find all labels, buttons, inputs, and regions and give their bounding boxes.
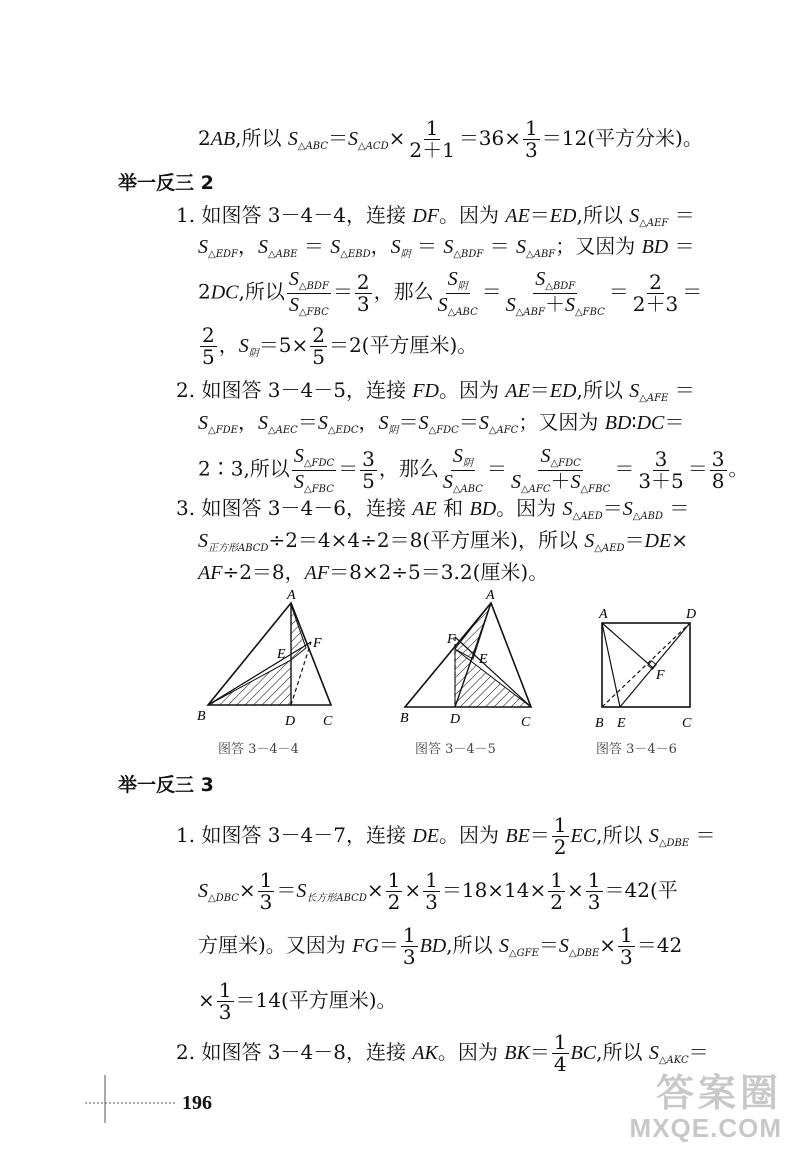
svg-text:B: B [400,711,409,726]
svg-text:F: F [313,636,322,651]
svg-text:C: C [521,715,531,730]
section-heading: 举一反三 3 [118,774,214,796]
svg-text:E: E [479,652,488,667]
figure-caption: 图答 3－4－6 [596,742,677,757]
svg-text:B: B [197,709,206,724]
text-line: 方厘米)。又因为 FG＝ $\frac{1}{3}$ BD,所以 $S_{\triangle GFE}=S_{\triangle DBE}\times$ $\frac{1}{3}$ ＝42 [198,923,683,969]
section-heading: 举一反三 2 [118,172,214,194]
figure-caption: 图答 3－4－5 [415,742,496,757]
text-line: 1. 如图答 3－4－4，连接 DF。因为 AE＝ED,所以 $S_{\triangle AEF}$ ＝ [176,203,695,229]
svg-text:A: A [486,588,495,603]
figure-3-4-6 [590,605,705,735]
watermark-line2: MXQE.COM [629,1112,782,1143]
text-line: $S_{\triangle DBC}\times$ $\frac{1}{3}$ $=S_{长方形ABCD}\times$ $\frac{1}{2}$ × $\frac{1}{3}$ ＝18×14× $\frac{1}{2}$ × $\frac{1}{3}$ ＝42(平 [198,868,678,914]
text-line: $\frac{2}{5}$ ，$S_阴=5\times$ $\frac{2}{5}$ ＝2(平方厘米)。 [202,323,478,369]
text-line: × $\frac{1}{3}$ ＝14(平方厘米)。 [198,978,397,1024]
svg-text:D: D [686,607,697,622]
footer-rule [85,1075,185,1125]
svg-text:F: F [656,668,665,683]
watermark-logo [630,1075,782,1142]
svg-text:E: E [277,647,286,662]
text-line: 1. 如图答 3－4－7，连接 DE。因为 BE＝ $\frac{1}{2}$ EC,所以 $S_{\triangle DBE}$ ＝ [176,813,716,859]
text-line: AF÷2＝8，AF＝8×2÷5＝3.2(厘米)。 [198,560,549,584]
text-line: 2AB,所以 $S_{\triangle ABC}=S_{\triangle ACD}\times$ $\frac{1}{2+1}$ ＝36× $\frac{1}{3}$ ＝12(平方分米)。 [198,116,703,162]
figure-caption: 图答 3－4－4 [218,742,299,757]
text-line: 2DC,所以 $S_{\triangle BDF}$ $S_{\triangle FBC}$ ＝ $\frac{2}{3}$ ，那么 $S_阴$ $S_{\triangle ABC}$ ＝ $S_{\triangle BDF}$ $S_{\triangle ABF}+S_{\triangle FBC}$ ＝ $\frac{2}{2+3}$ ＝ [198,268,703,318]
text-line: $S_{\triangle FDE}$，$S_{\triangle AEC}=S_{\triangle EDC}$，$S_阴=S_{\triangle FDC}=S_{\triangle AFC}$；又因为 BD∶DC＝ [198,410,685,436]
svg-text:B: B [595,716,604,731]
svg-text:F: F [447,632,456,647]
svg-text:E: E [617,716,626,731]
text-line: 3. 如图答 3－4－6，连接 AE 和 BD。因为 $S_{\triangle AED}=S_{\triangle ABD}$ ＝ [176,496,690,522]
text-line: $S_{正方形ABCD}\div 2=4\times 4\div 2=8$(平方厘米)，所以 $S_{\triangle AED}=DE\times$ [198,528,688,554]
svg-text:D: D [450,712,461,727]
figure-3-4-5 [395,585,545,730]
page-number: 196 [182,1092,212,1114]
svg-text:D: D [285,714,296,729]
svg-text:A: A [599,607,608,622]
text-line: 2∶3,所以 $S_{\triangle FDC}$ $S_{\triangle FBC}$ ＝ $\frac{3}{5}$ ，那么 $S_阴$ $S_{\triangle ABC}$ ＝ $S_{\triangle FDC}$ $S_{\triangle AFC}+S_{\triangle FBC}$ ＝ $\frac{3}{3+5}$ ＝ $\frac{3}{8}$ 。 [198,445,749,495]
text-line: 2. 如图答 3－4－5，连接 FD。因为 AE＝ED,所以 $S_{\triangle AFE}$ ＝ [176,378,695,404]
text-line: $S_{\triangle EDF}$，$S_{\triangle ABE} = S_{\triangle EBD}$，$S_阴 = S_{\triangle BDF} = S_{\triangle ABF}$；又因为 BD ＝ [198,234,695,260]
text-line: 2. 如图答 3－4－8，连接 AK。因为 BK＝ $\frac{1}{4}$ BC,所以 $S_{\triangle AKC}=$ [176,1030,709,1076]
watermark-line1: 答案圈 [655,1073,782,1115]
svg-text:A: A [287,588,296,603]
svg-text:C: C [682,716,692,731]
figure-3-4-4 [195,585,355,730]
svg-text:C: C [323,714,333,729]
